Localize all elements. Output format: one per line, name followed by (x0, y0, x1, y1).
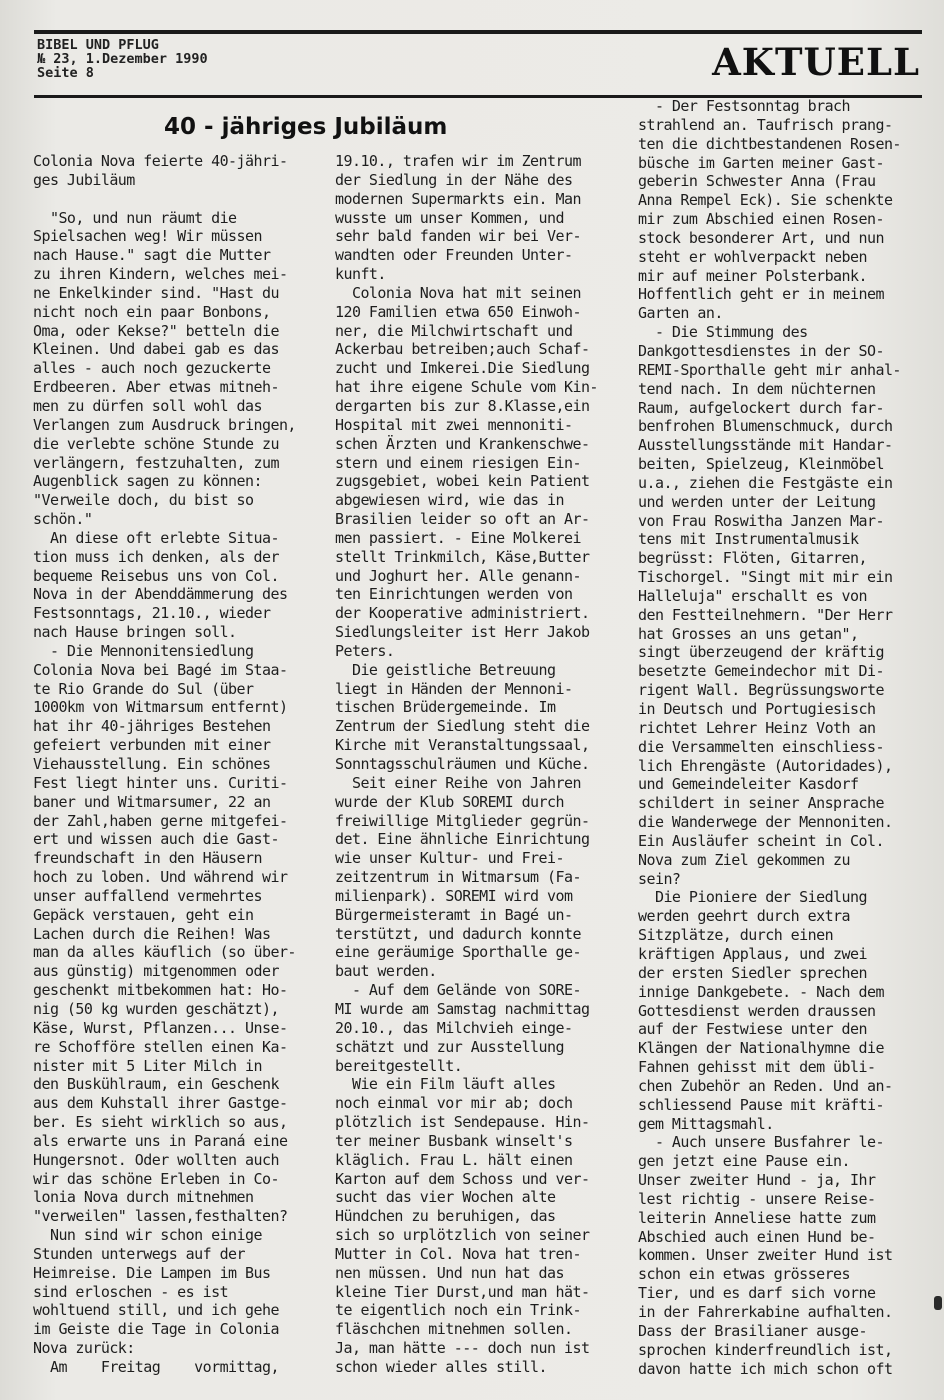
text-line: stellt Trinkmilch, Käse,Butter (335, 547, 590, 566)
text-line: hoch zu loben. Und während wir (33, 868, 288, 887)
text-line: in der Fahrerkabine aufhalten. (638, 1303, 893, 1321)
text-line: Verlangen zum Ausdruck bringen, (33, 415, 296, 434)
text-line: zugsgebiet, wobei kein Patient (335, 472, 590, 491)
text-line: re Schofföre stellen einen Ka- (33, 1037, 288, 1056)
text-line: - Die Stimmung des (638, 323, 808, 342)
text-line: nig (50 kg wurden geschätzt), (33, 999, 279, 1018)
text-line: Die Pioniere der Siedlung (638, 888, 867, 907)
text-line: ert und wissen auch die Gast- (33, 830, 279, 849)
text-line: stern und einem riesigen Ein- (335, 453, 581, 472)
text-line: ner, die Milchwirtschaft und (335, 321, 573, 340)
text-line: leiterin Anneliese hatte zum (638, 1208, 876, 1227)
text-line: Festsonntags, 21.10., wieder (33, 604, 271, 623)
text-line: tischen Brüdergemeinde. Im (335, 698, 556, 717)
text-line: singt überzeugend der kräftig (638, 643, 884, 662)
text-line: - Der Festsonntag brach (638, 97, 851, 115)
text-line: wir das schöne Erleben in Co- (33, 1169, 279, 1188)
text-line: ten Einrichtungen werden von (335, 585, 573, 604)
text-line: noch einmal vor mir ab; doch (335, 1094, 573, 1113)
text-line: gem Mittagsmahl. (638, 1114, 774, 1133)
text-line: Am Freitag vormittag, (33, 1358, 279, 1376)
text-line: gefeiert verbunden mit einer (33, 736, 271, 755)
issue-date: № 23, 1.Dezember 1990 (37, 51, 208, 67)
text-line: stock besonderer Art, und nun (638, 228, 884, 247)
text-line: der Kooperative administriert. (335, 604, 590, 623)
text-line: die Versammelten einschliess- (638, 737, 884, 756)
text-line: Nova in der Abenddämmerung des (33, 585, 288, 604)
text-line: sehr bald fanden wir bei Ver- (335, 227, 581, 246)
text-line: wohltuend still, und ich gehe (33, 1301, 279, 1320)
text-line: Erdbeeren. Aber etwas mitneh- (33, 378, 279, 397)
text-line: mir zum Abschied einen Rosen- (638, 210, 884, 229)
top-rule (34, 30, 922, 34)
text-line: Ausstellungsstände mit Handar- (638, 436, 893, 455)
text-line: fläschchen mitnehmen sollen. (335, 1320, 573, 1339)
text-line: lonia Nova durch mitnehmen (33, 1188, 254, 1207)
text-line: 120 Familien etwa 650 Einwoh- (335, 302, 581, 321)
text-line: in Deutsch und Portugiesisch (638, 700, 876, 718)
text-line: der Zahl,haben gerne mitgefei- (33, 811, 288, 830)
text-line: te Rio Grande do Sul (über (33, 679, 254, 698)
text-line (33, 190, 319, 209)
text-line: te eigentlich noch ein Trink- (335, 1301, 581, 1320)
text-line: wandten oder Freunden Unter- (335, 246, 573, 265)
text-line: 20.10., das Milchvieh einge- (335, 1018, 573, 1037)
text-line: hat ihre eigene Schule vom Kin- (335, 378, 598, 397)
text-line: und werden unter der Leitung (638, 492, 876, 511)
text-line: Seit einer Reihe von Jahren (335, 773, 581, 792)
text-line: Sitzplätze, durch einen (638, 926, 834, 945)
text-line: - Die Mennonitensiedlung (33, 641, 254, 660)
masthead (37, 38, 337, 80)
text-line: nister mit 5 Liter Milch in (33, 1056, 262, 1075)
text-line: Gottesdienst werden draussen (638, 1001, 876, 1020)
text-line: nach Hause." sagt die Mutter (33, 246, 271, 265)
text-line: Gepäck verstauen, geht ein (33, 905, 254, 924)
text-line: sein? (638, 869, 681, 888)
text-line: Dass der Brasilianer ausge- (638, 1321, 867, 1340)
text-line: und Joghurt her. Alle genann- (335, 566, 581, 585)
text-line: Unser zweiter Hund - ja, Ihr (638, 1171, 876, 1190)
text-line: lest richtig - unsere Reise- (638, 1189, 876, 1208)
text-line: besetzte Gemeindechor mit Di- (638, 662, 884, 681)
text-line: kläglich. Frau L. hält einen (335, 1150, 573, 1169)
text-line: begrüsst: Flöten, Gitarren, (638, 549, 867, 568)
text-line: Augenblick sagen zu können: (33, 472, 262, 491)
text-line: schon ein etwas grösseres (638, 1265, 851, 1284)
section-title: AKTUELL (712, 40, 920, 84)
text-line: im Geiste die Tage in Colonia (33, 1320, 279, 1339)
text-line: den Festteilnehmern. "Der Herr (638, 605, 893, 624)
text-line: richtet Lehrer Heinz Voth an (638, 718, 876, 737)
text-line: Raum, aufgelockert durch far- (638, 398, 884, 417)
text-line: Garten an. (638, 304, 723, 323)
text-line: auf der Festwiese unter den (638, 1020, 867, 1039)
text-line: baner und Witmarsumer, 22 an (33, 792, 271, 811)
text-line: man da alles käuflich (so über- (33, 943, 296, 962)
text-line: geberin Schwester Anna (Frau (638, 172, 876, 191)
text-line: Mutter in Col. Nova hat tren- (335, 1244, 581, 1263)
text-line: Viehausstellung. Ein schönes (33, 755, 271, 773)
text-line: Fahnen gehisst mit dem übli- (638, 1058, 876, 1077)
text-line: - Auf dem Gelände von SORE- (335, 981, 581, 1000)
text-line: büsche im Garten meiner Gast- (638, 153, 884, 172)
text-line: u.a., ziehen die Festgäste ein (638, 473, 893, 492)
text-line: strahlend an. Taufrisch prang- (638, 115, 893, 134)
text-line: Dankgottesdienstes in der SO- (638, 341, 884, 360)
text-line: wusste um unser Kommen, und (335, 208, 564, 227)
text-line: verlängern, festzuhalten, zum (33, 453, 279, 472)
text-line: eine geräumige Sporthalle ge- (335, 943, 581, 962)
text-line: Halleluja" erschallt es von (638, 586, 867, 605)
text-line: Karton auf dem Schoss und ver- (335, 1169, 590, 1188)
text-line: zu ihren Kindern, welches mei- (33, 265, 288, 284)
text-line: Tischorgel. "Singt mit mir ein (638, 568, 893, 587)
text-line: gen jetzt eine Pause ein. (638, 1152, 851, 1171)
text-line: - Auch unsere Busfahrer le- (638, 1133, 884, 1152)
text-line: Sonntagsschulräumen und Küche. (335, 755, 590, 773)
text-line: 1000km von Witmarsum entfernt) (33, 698, 288, 717)
text-line: ges Jubiläum (33, 170, 135, 189)
text-line: 19.10., trafen wir im Zentrum (335, 152, 581, 170)
text-line: Bürgermeisteramt in Bagé un- (335, 905, 573, 924)
text-line: ten die dichtbestandenen Rosen- (638, 134, 901, 153)
text-line: men passiert. - Eine Molkerei (335, 528, 581, 547)
text-line: Spielsachen weg! Wir müssen (33, 227, 262, 246)
text-line: Wie ein Film läuft alles (335, 1075, 556, 1094)
text-line: "So, und nun räumt die (33, 208, 237, 227)
text-line: tend nach. In dem nüchternen (638, 379, 876, 398)
text-line: von Frau Roswitha Janzen Mar- (638, 511, 884, 530)
text-line: Nova zurück: (33, 1339, 135, 1358)
text-line: nicht noch ein paar Bonbons, (33, 302, 271, 321)
text-line: abgewiesen wird, wie das in (335, 491, 564, 510)
text-line: sind erloschen - es ist (33, 1282, 229, 1301)
text-line: Colonia Nova hat mit seinen (335, 283, 581, 302)
text-line: aus dem Kuhstall ihrer Gastge- (33, 1094, 288, 1113)
text-line: Hospital mit zwei mennoniti- (335, 415, 573, 434)
text-line: freundschaft in den Häusern (33, 849, 262, 868)
text-line: schildert in seiner Ansprache (638, 794, 884, 813)
text-line: davon hatte ich mich schon oft (638, 1359, 893, 1378)
text-line: Kirche mit Veranstaltungssaal, (335, 736, 590, 755)
text-line: Zentrum der Siedlung steht die (335, 717, 590, 736)
text-line: sprochen kinderfreundlich ist, (638, 1340, 893, 1359)
text-line: Fest liegt hinter uns. Curiti- (33, 773, 288, 792)
text-line: benfrohen Blumenschmuck, durch (638, 417, 893, 436)
text-line: den Buskühlraum, ein Geschenk (33, 1075, 279, 1094)
article-column-3 (638, 97, 924, 1378)
text-line: schon wieder alles still. (335, 1358, 548, 1376)
text-line: ne Enkelkinder sind. "Hast du (33, 283, 279, 302)
text-line: Anna Rempel Eck). Sie schenkte (638, 191, 893, 210)
text-line: schliessend Pause mit kräfti- (638, 1095, 884, 1114)
article-column-2 (335, 152, 621, 1377)
text-line: Käse, Wurst, Pflanzen... Unse- (33, 1018, 288, 1037)
text-line: bereitgestellt. (335, 1056, 463, 1075)
text-line: freiwillige Mitglieder gegrün- (335, 811, 590, 830)
text-line: chen Zubehör an Reden. Und an- (638, 1076, 893, 1095)
text-line: lich Ehrengäste (Autoridades), (638, 756, 893, 775)
text-line: zeitzentrum in Witmarsum (Fa- (335, 868, 581, 887)
text-line: wurde der Klub SOREMI durch (335, 792, 564, 811)
text-line: beiten, Spielzeug, Kleinmöbel (638, 455, 884, 474)
text-line: tion muss ich denken, als der (33, 547, 279, 566)
text-line: Tier, und es darf sich vorne (638, 1284, 876, 1303)
text-line: terstützt, und dadurch konnte (335, 924, 581, 943)
text-line: der ersten Siedler sprechen (638, 963, 867, 982)
text-line: nach Hause bringen soll. (33, 623, 237, 642)
text-line: schen Ärzten und Krankenschwe- (335, 434, 590, 453)
text-line: rigent Wall. Begrüssungsworte (638, 681, 884, 700)
article-column-1 (33, 152, 319, 1377)
text-line: Colonia Nova feierte 40-jähri- (33, 152, 288, 170)
text-line: kommen. Unser zweiter Hund ist (638, 1246, 893, 1265)
text-line: Lachen durch die Reihen! Was (33, 924, 271, 943)
text-line: Heimreise. Die Lampen im Bus (33, 1263, 271, 1282)
text-line: kunft. (335, 265, 386, 284)
text-line: REMI-Sporthalle geht mir anhal- (638, 360, 901, 379)
text-line: modernen Supermarkts ein. Man (335, 189, 581, 208)
text-line: ter meiner Busbank winselt's (335, 1131, 573, 1150)
text-line: Ja, man hätte --- doch nun ist (335, 1339, 590, 1358)
text-line: die Wanderwege der Mennoniten. (638, 813, 893, 832)
text-line: Hündchen zu beruhigen, das (335, 1207, 556, 1226)
text-line: innige Dankgebete. - Nach dem (638, 982, 884, 1001)
text-line: werden geehrt durch extra (638, 907, 851, 926)
text-line: unser auffallend vermehrtes (33, 886, 262, 905)
text-line: men zu dürfen soll wohl das (33, 396, 262, 415)
text-line: Siedlungsleiter ist Herr Jakob (335, 623, 590, 642)
text-line: der Siedlung in der Nähe des (335, 170, 573, 189)
text-line: Klängen der Nationalhymne die (638, 1039, 884, 1058)
text-line: Brasilien leider so oft an Ar- (335, 510, 590, 529)
text-line: bequeme Reisebus uns von Col. (33, 566, 279, 585)
publication-name: BIBEL UND PFLUG (37, 37, 159, 53)
text-line: "verweilen" lassen,festhalten? (33, 1207, 288, 1226)
text-line: milienpark). SOREMI wird vom (335, 886, 573, 905)
text-line: hat ihr 40-jähriges Bestehen (33, 717, 271, 736)
text-line: und Gemeindeleiter Kasdorf (638, 775, 859, 794)
text-line: schätzt und zur Ausstellung (335, 1037, 564, 1056)
text-line: Die geistliche Betreuung (335, 660, 556, 679)
text-line: geschenkt mitbekommen hat: Ho- (33, 981, 288, 1000)
text-line: zucht und Imkerei.Die Siedlung (335, 359, 590, 378)
text-line: plötzlich ist Sendepause. Hin- (335, 1113, 590, 1132)
text-line: wie unser Kultur- und Frei- (335, 849, 564, 868)
page-number: Seite 8 (37, 65, 94, 81)
text-line: baut werden. (335, 962, 437, 981)
text-line: MI wurde am Samstag nachmittag (335, 999, 590, 1018)
text-line: Nova zum Ziel gekommen zu (638, 850, 851, 869)
text-line: Hoffentlich geht er in meinem (638, 285, 884, 304)
text-line: alles - auch noch gezuckerte (33, 359, 271, 378)
article-headline: 40 - jähriges Jubiläum (164, 114, 448, 140)
text-line: steht er wohlverpackt neben (638, 247, 867, 266)
text-line: Colonia Nova bei Bagé im Staa- (33, 660, 288, 679)
text-line: Ackerbau betreiben;auch Schaf- (335, 340, 590, 359)
text-line: mir auf meiner Polsterbank. (638, 266, 867, 285)
text-line: Ein Ausläufer scheint in Col. (638, 831, 884, 850)
page-edge-mark (934, 1296, 942, 1310)
text-line: Stunden unterwegs auf der (33, 1244, 246, 1263)
text-line: Kleinen. Und dabei gab es das (33, 340, 279, 359)
text-line: kleine Tier Durst,und man hät- (335, 1282, 590, 1301)
text-line: Hungersnot. Oder wollten auch (33, 1150, 279, 1169)
text-line: schön." (33, 510, 93, 529)
text-line: dergarten bis zur 8.Klasse,ein (335, 396, 590, 415)
text-line: hat Grosses an uns getan", (638, 624, 859, 643)
text-line: kräftigen Applaus, und zwei (638, 944, 867, 963)
text-line: sich so urplötzlich von seiner (335, 1226, 590, 1245)
text-line: als erwarte uns in Paraná eine (33, 1131, 288, 1150)
text-line: liegt in Händen der Mennoni- (335, 679, 573, 698)
text-line: det. Eine ähnliche Einrichtung (335, 830, 590, 849)
text-line: Abschied auch einen Hund be- (638, 1227, 876, 1246)
text-line: "Verweile doch, du bist so (33, 491, 254, 510)
text-line: aus günstig) mitgenommen oder (33, 962, 279, 981)
text-line: tens mit Instrumentalmusik (638, 530, 859, 549)
text-line: Nun sind wir schon einige (33, 1226, 262, 1245)
text-line: ber. Es sieht wirklich so aus, (33, 1113, 288, 1132)
text-line: die verlebte schöne Stunde zu (33, 434, 279, 453)
text-line: An diese oft erlebte Situa- (33, 528, 279, 547)
text-line: nen müssen. Und nun hat das (335, 1263, 564, 1282)
text-line: Oma, oder Kekse?" betteln die (33, 321, 279, 340)
text-line: Peters. (335, 641, 395, 660)
text-line: sucht das vier Wochen alte (335, 1188, 556, 1207)
